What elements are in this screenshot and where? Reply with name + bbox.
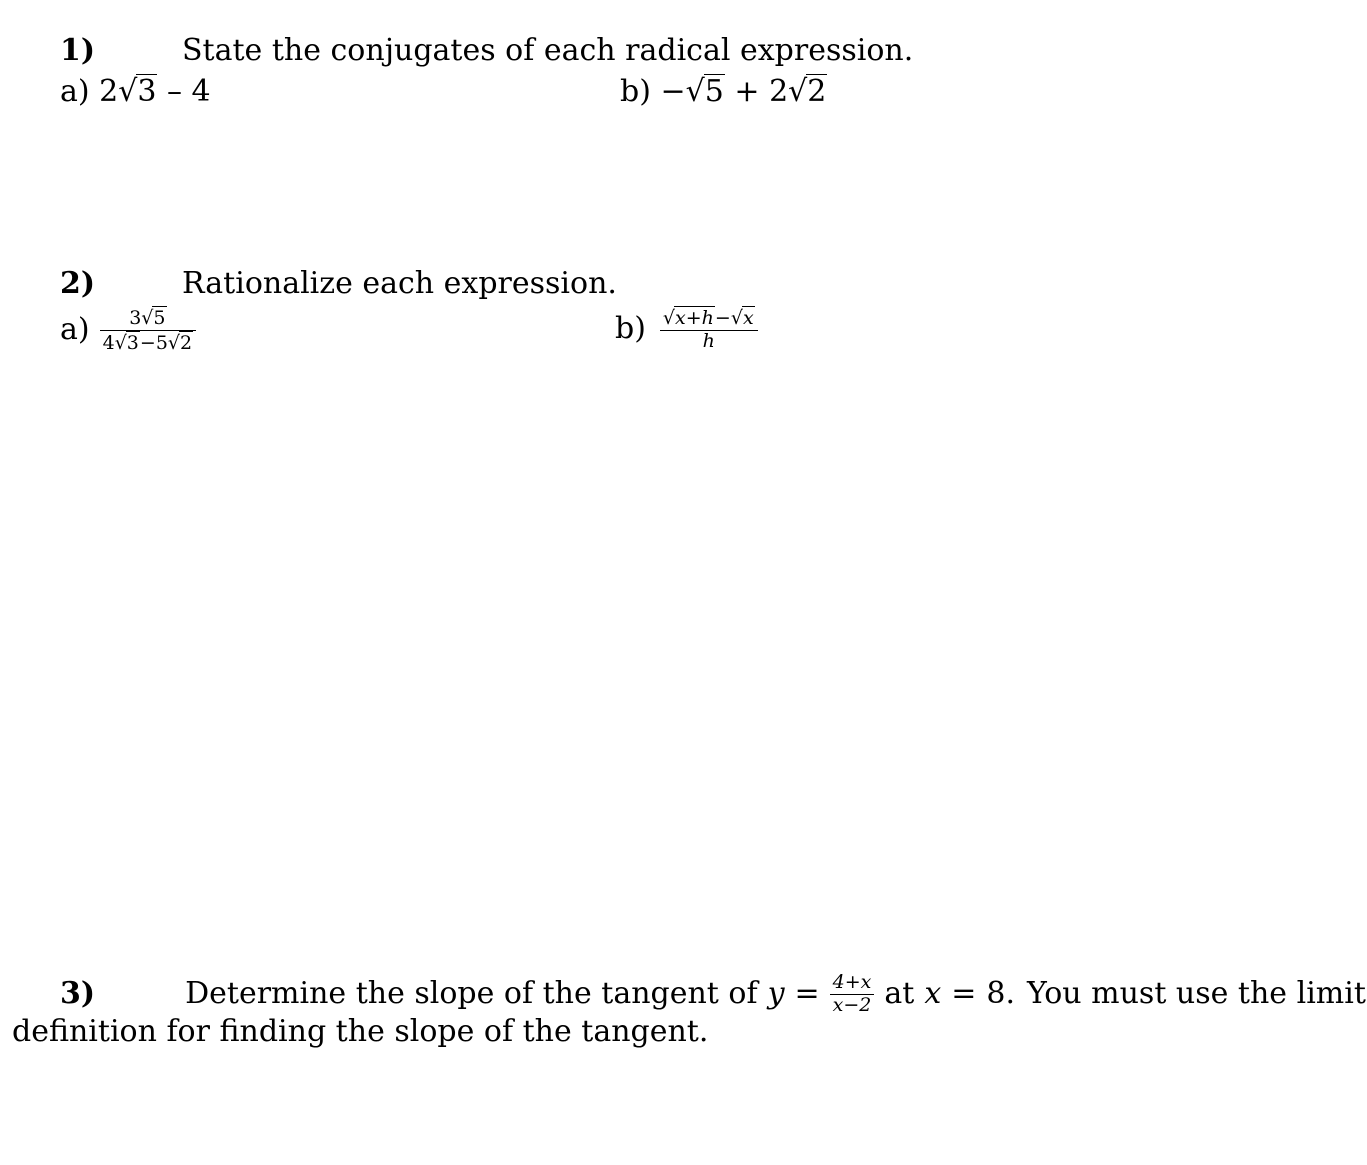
fraction-numerator: 4+x	[832, 971, 872, 993]
sqrt-symbol: √2	[167, 331, 193, 354]
numerator-coef: 3	[129, 307, 142, 329]
question-1b-label: b)	[620, 74, 651, 109]
denominator-radicand-1: 3	[126, 331, 139, 354]
question-3-x-variable: x	[924, 976, 942, 1012]
question-1b-radicand-2: 2	[807, 74, 827, 109]
denominator-coef-1: 4	[102, 331, 115, 354]
question-1-number: 1)	[60, 33, 96, 68]
question-1b	[620, 74, 827, 107]
question-3-line-1	[60, 972, 1366, 1017]
question-3-equals-2: =	[951, 976, 977, 1012]
question-1a-constant: 4	[191, 74, 211, 109]
sqrt-symbol: √x	[730, 307, 754, 329]
fraction-numerator	[126, 306, 169, 330]
question-2a-label: a)	[60, 312, 90, 348]
sqrt-symbol: √x+h	[662, 307, 714, 329]
fraction-denominator: x−2	[832, 993, 872, 1016]
numerator-radicand-2: x	[742, 307, 754, 329]
fraction-denominator: h	[702, 329, 715, 352]
question-3-text-after: You must use the limit	[1027, 976, 1366, 1012]
numerator-operator: −	[714, 307, 731, 329]
question-3-y-variable: y	[767, 976, 785, 1012]
sqrt-symbol: √5	[685, 74, 724, 109]
question-2b-label: b)	[615, 311, 646, 347]
denominator-coef-2: 5	[155, 331, 168, 354]
question-1b-operator: +	[734, 74, 760, 109]
question-3-line-2: definition for finding the slope of the tangent.	[12, 1014, 709, 1049]
question-2b	[615, 306, 758, 353]
sqrt-symbol: √5	[141, 307, 166, 329]
denominator-radicand-2: 2	[180, 331, 193, 354]
question-1b-negative: −	[660, 74, 686, 109]
question-1b-radicand-1: 5	[704, 74, 724, 109]
question-1-prompt: State the conjugates of each radical expression.	[182, 33, 914, 68]
question-1a-coef: 2	[99, 74, 119, 109]
question-3-number: 3)	[60, 976, 96, 1012]
sqrt-symbol: √2	[788, 74, 827, 109]
question-1a-label: a)	[60, 74, 90, 109]
question-1b-coef-2: 2	[769, 74, 789, 109]
question-3-x-value: 8.	[986, 976, 1016, 1012]
denominator-operator: −	[139, 331, 156, 354]
question-2b-fraction	[660, 306, 758, 353]
question-1a-operator: –	[167, 74, 182, 109]
question-3-at-word: at	[884, 976, 915, 1012]
question-1a	[60, 74, 211, 107]
question-3-equals: =	[794, 976, 820, 1012]
question-3-fraction	[830, 972, 875, 1017]
question-1a-radicand: 3	[137, 74, 157, 109]
sqrt-symbol: √3	[118, 74, 157, 109]
question-2a	[60, 306, 196, 355]
fraction-denominator	[100, 331, 197, 355]
question-2a-fraction	[100, 306, 197, 355]
question-3-text-before: Determine the slope of the tangent of	[185, 976, 758, 1012]
sqrt-symbol: √3	[114, 331, 139, 354]
question-2-prompt: Rationalize each expression.	[182, 266, 617, 301]
fraction-numerator	[660, 306, 758, 330]
question-2-number: 2)	[60, 266, 96, 301]
numerator-radicand: 5	[153, 307, 166, 329]
numerator-radicand-1: x+h	[675, 307, 714, 329]
